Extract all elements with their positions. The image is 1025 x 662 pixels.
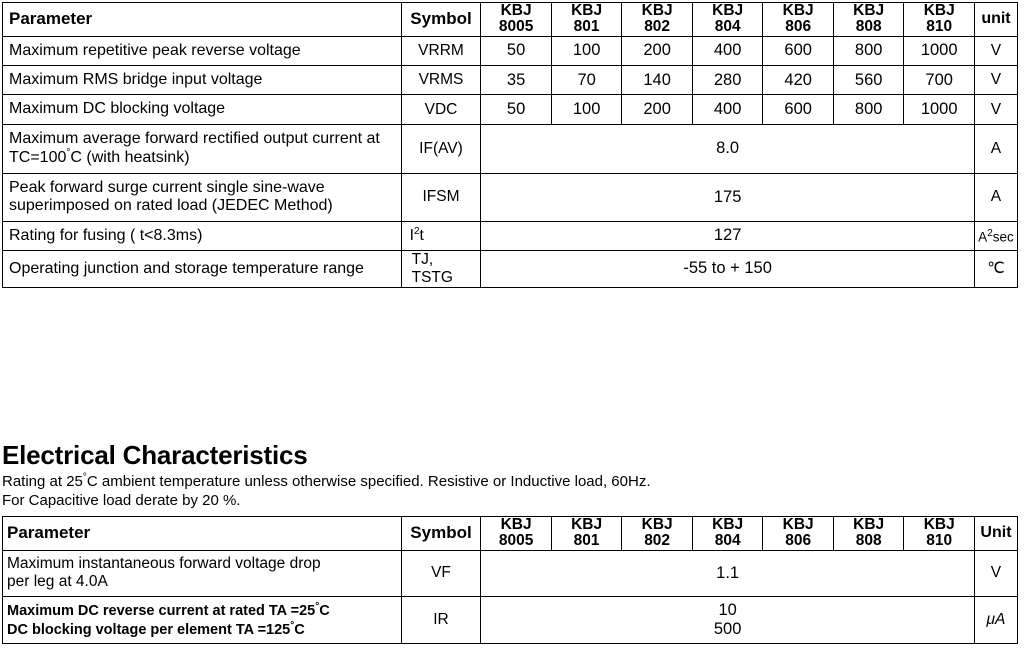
header-part-kbj808: KBJ 808 <box>833 3 904 37</box>
row-value: 420 <box>763 65 834 94</box>
header-part-kbj8005: KBJ 8005 <box>481 517 552 551</box>
row-unit: μA <box>974 596 1017 643</box>
row-parameter: Peak forward surge current single sine-wave superimposed on rated load (JEDEC Method) <box>3 173 402 221</box>
row-parameter: Maximum instantaneous forward voltage drop per leg at 4.0A <box>3 550 402 596</box>
row-symbol: VF <box>401 550 481 596</box>
header-part-kbj810: KBJ 810 <box>904 3 975 37</box>
table-row <box>3 124 1018 173</box>
row-value: 400 <box>692 36 763 65</box>
row-value: 800 <box>833 36 904 65</box>
header-unit: unit <box>974 3 1017 37</box>
table-row <box>3 250 1018 287</box>
row-parameter: Operating junction and storage temperature range <box>3 250 402 287</box>
table-row <box>3 36 1018 65</box>
row-symbol: IR <box>401 596 481 643</box>
row-value: 1000 <box>904 36 975 65</box>
row-value: 560 <box>833 65 904 94</box>
header-symbol: Symbol <box>401 517 481 551</box>
header-parameter: Parameter <box>3 517 402 551</box>
row-parameter: Maximum repetitive peak reverse voltage <box>3 36 402 65</box>
header-part-kbj808: KBJ 808 <box>833 517 904 551</box>
row-symbol: TJ, TSTG <box>401 250 481 287</box>
header-part-kbj802: KBJ 802 <box>622 3 693 37</box>
row-value: 100 <box>551 36 622 65</box>
row-value: 70 <box>551 65 622 94</box>
row-symbol: VRRM <box>401 36 481 65</box>
maximum-ratings-table <box>2 2 1018 288</box>
row-unit: V <box>974 65 1017 94</box>
table-row <box>3 221 1018 250</box>
row-value: 600 <box>763 36 834 65</box>
table-row <box>3 65 1018 94</box>
row-unit: ℃ <box>974 250 1017 287</box>
row-span-value: 1.1 <box>481 550 975 596</box>
row-parameter: Rating for fusing ( t<8.3ms) <box>3 221 402 250</box>
row-unit: V <box>974 550 1017 596</box>
row-symbol: IF(AV) <box>401 124 481 173</box>
electrical-characteristics-subtitle: Rating at 25°C ambient temperature unless otherwise specified. Resistive or Inductive load, 60Hz. For Capacitive load derate by 20 %. <box>2 472 651 509</box>
header-parameter: Parameter <box>3 3 402 37</box>
row-unit: A <box>974 124 1017 173</box>
row-value: 700 <box>904 65 975 94</box>
header-part-kbj806: KBJ 806 <box>763 517 834 551</box>
row-symbol: IFSM <box>401 173 481 221</box>
row-parameter: Maximum DC reverse current at rated TA =25°C DC blocking voltage per element TA =125°C <box>3 596 402 643</box>
header-part-kbj801: KBJ 801 <box>551 517 622 551</box>
electrical-characteristics-title: Electrical Characteristics <box>2 440 308 470</box>
table-row <box>3 173 1018 221</box>
header-part-kbj806: KBJ 806 <box>763 3 834 37</box>
row-symbol: VDC <box>401 95 481 124</box>
row-symbol: VRMS <box>401 65 481 94</box>
header-part-kbj804: KBJ 804 <box>692 3 763 37</box>
header-part-kbj8005: KBJ 8005 <box>481 3 552 37</box>
table-header-row <box>3 3 1018 37</box>
row-parameter: Maximum RMS bridge input voltage <box>3 65 402 94</box>
row-unit: A <box>974 173 1017 221</box>
table-row <box>3 550 1018 596</box>
row-value: 600 <box>763 95 834 124</box>
electrical-characteristics-table <box>2 516 1018 644</box>
header-part-kbj804: KBJ 804 <box>692 517 763 551</box>
row-span-value: 8.0 <box>481 124 975 173</box>
table-header-row <box>3 517 1018 551</box>
row-symbol: $I^2t$ <box>401 221 481 250</box>
row-value: 800 <box>833 95 904 124</box>
row-value: 50 <box>481 36 552 65</box>
row-value: 100 <box>551 95 622 124</box>
header-part-kbj801: KBJ 801 <box>551 3 622 37</box>
row-value: 280 <box>692 65 763 94</box>
row-value: 200 <box>622 36 693 65</box>
header-part-kbj810: KBJ 810 <box>904 517 975 551</box>
row-unit: V <box>974 95 1017 124</box>
row-value: 50 <box>481 95 552 124</box>
row-span-value: -55 to + 150 <box>481 250 975 287</box>
row-unit: $A^2\sec$ <box>974 221 1017 250</box>
row-value: 35 <box>481 65 552 94</box>
row-parameter: Maximum average forward rectified output current at TC=100°C (with heatsink) <box>3 124 402 173</box>
header-unit: Unit <box>974 517 1017 551</box>
row-value: 1000 <box>904 95 975 124</box>
row-span-value: 127 <box>481 221 975 250</box>
header-part-kbj802: KBJ 802 <box>622 517 693 551</box>
row-parameter: Maximum DC blocking voltage <box>3 95 402 124</box>
row-unit: V <box>974 36 1017 65</box>
row-value: 400 <box>692 95 763 124</box>
table-row <box>3 95 1018 124</box>
row-span-value: 175 <box>481 173 975 221</box>
row-value: 200 <box>622 95 693 124</box>
table-row <box>3 596 1018 643</box>
header-symbol: Symbol <box>401 3 481 37</box>
row-value: 140 <box>622 65 693 94</box>
row-span-value: 10 500 <box>481 596 975 643</box>
